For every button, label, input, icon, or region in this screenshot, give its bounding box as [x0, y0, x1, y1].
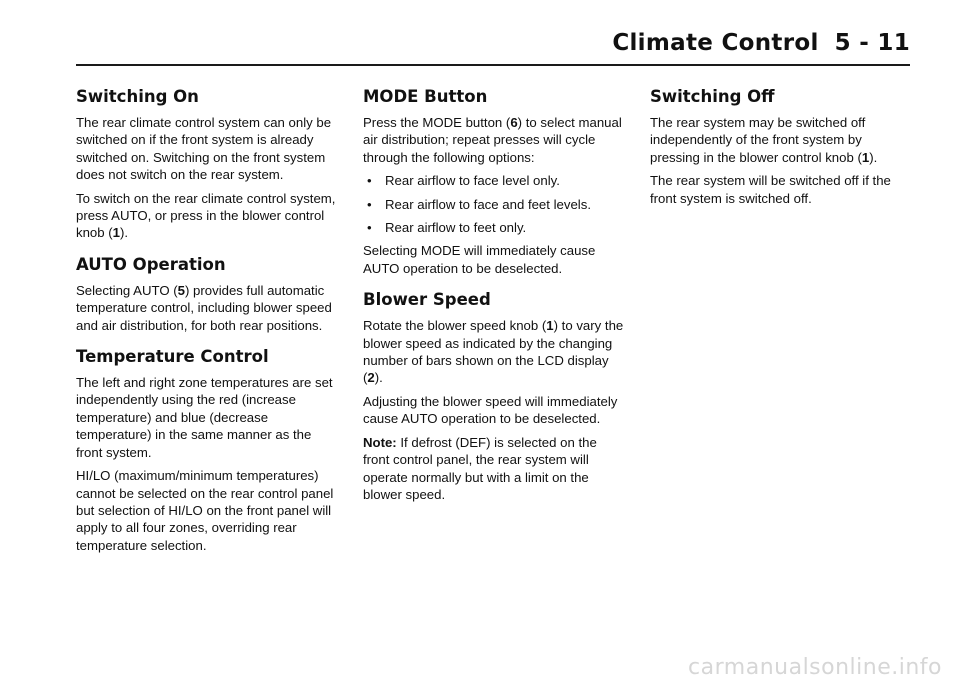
- list-item: [363, 196, 625, 213]
- text: ).: [120, 225, 129, 241]
- page-title: [612, 30, 910, 56]
- callout-number: 6: [510, 115, 518, 130]
- paragraph-blower-speed-2: Adjusting the blower speed will immediately cause AUTO operation to be deselected.: [363, 393, 618, 427]
- bullet-icon: •: [367, 220, 372, 236]
- note-blower-speed: [363, 434, 625, 504]
- paragraph-mode-button-1: [363, 114, 625, 166]
- text: ) to vary the blower speed as indicated by the changing number of bars shown on the LCD display (: [363, 318, 624, 386]
- heading-blower-speed: Blower Speed: [363, 290, 491, 310]
- paragraph-blower-speed-1: [363, 317, 625, 387]
- heading-auto-operation: AUTO Operation: [76, 254, 226, 274]
- text: The rear system may be switched off independently of the front system by pressing in the blower control knob (: [650, 115, 866, 165]
- callout-number: 2: [367, 370, 375, 386]
- heading-switching-off: Switching Off: [650, 87, 775, 106]
- column-middle: [363, 86, 625, 509]
- column-left: [76, 86, 338, 560]
- note-text: If defrost (DEF) is selected on the front control panel, the rear system will operate normally but with a limit on the blower speed.: [363, 434, 597, 502]
- list-item-text: Rear airflow to feet only.: [385, 220, 527, 236]
- heading-mode-button: MODE Button: [363, 87, 488, 106]
- paragraph-temperature-control-2: HI/LO (maximum/minimum temperatures) cannot be selected on the rear control panel but selection of HI/LO on the front panel will apply to all four zones, overriding rear temperature selection.: [76, 468, 334, 553]
- list-item-text: Rear airflow to face and feet levels.: [385, 196, 591, 212]
- list-item-text: Rear airflow to face level only.: [385, 173, 560, 189]
- chapter-title: Climate Control: [612, 30, 819, 56]
- mode-options-list: [363, 172, 625, 236]
- paragraph-switching-off-2: The rear system will be switched off if the front system is switched off.: [650, 173, 891, 206]
- bullet-icon: •: [367, 196, 372, 212]
- text: Selecting AUTO (: [76, 282, 178, 298]
- text: ).: [374, 370, 383, 386]
- text: ) to select manual air distribution; repeat presses will cycle through the following options:: [363, 115, 622, 165]
- text: Press the MODE button (: [363, 115, 511, 130]
- callout-number: 1: [546, 318, 554, 334]
- paragraph-temperature-control-1: The left and right zone temperatures are set independently using the red (increase temperature) and blue (decrease temperature) in the same manner as the front system.: [76, 375, 333, 460]
- page-header: [76, 28, 910, 66]
- callout-number: 5: [177, 282, 185, 298]
- page-number: 5 - 11: [834, 30, 910, 56]
- heading-temperature-control: Temperature Control: [76, 347, 269, 367]
- paragraph-switching-on-2: [76, 190, 338, 242]
- text: Rotate the blower speed knob (: [363, 318, 547, 334]
- callout-number: 1: [112, 225, 120, 241]
- list-item: [363, 219, 625, 236]
- watermark: carmanualsonline.info: [688, 655, 942, 680]
- paragraph-auto-operation: [76, 282, 338, 334]
- callout-number: 1: [861, 149, 870, 165]
- bullet-icon: •: [367, 173, 372, 189]
- list-item: [363, 172, 625, 189]
- text: ).: [869, 149, 878, 165]
- heading-switching-on: Switching On: [76, 87, 199, 106]
- paragraph-switching-off-1: [650, 114, 912, 166]
- paragraph-switching-on-1: The rear climate control system can only be switched on if the front system is already switched on. Switching on the front system does not switch on the rear system.: [76, 115, 332, 183]
- paragraph-mode-button-2: Selecting MODE will immediately cause AUTO operation to be deselected.: [363, 243, 596, 276]
- text: ) provides full automatic temperature control, including blower speed and air distribution, for both rear positions.: [76, 282, 332, 333]
- note-label: Note:: [363, 434, 397, 450]
- text: To switch on the rear climate control system, press AUTO, or press in the blower control knob (: [76, 190, 336, 241]
- column-right: [650, 86, 912, 213]
